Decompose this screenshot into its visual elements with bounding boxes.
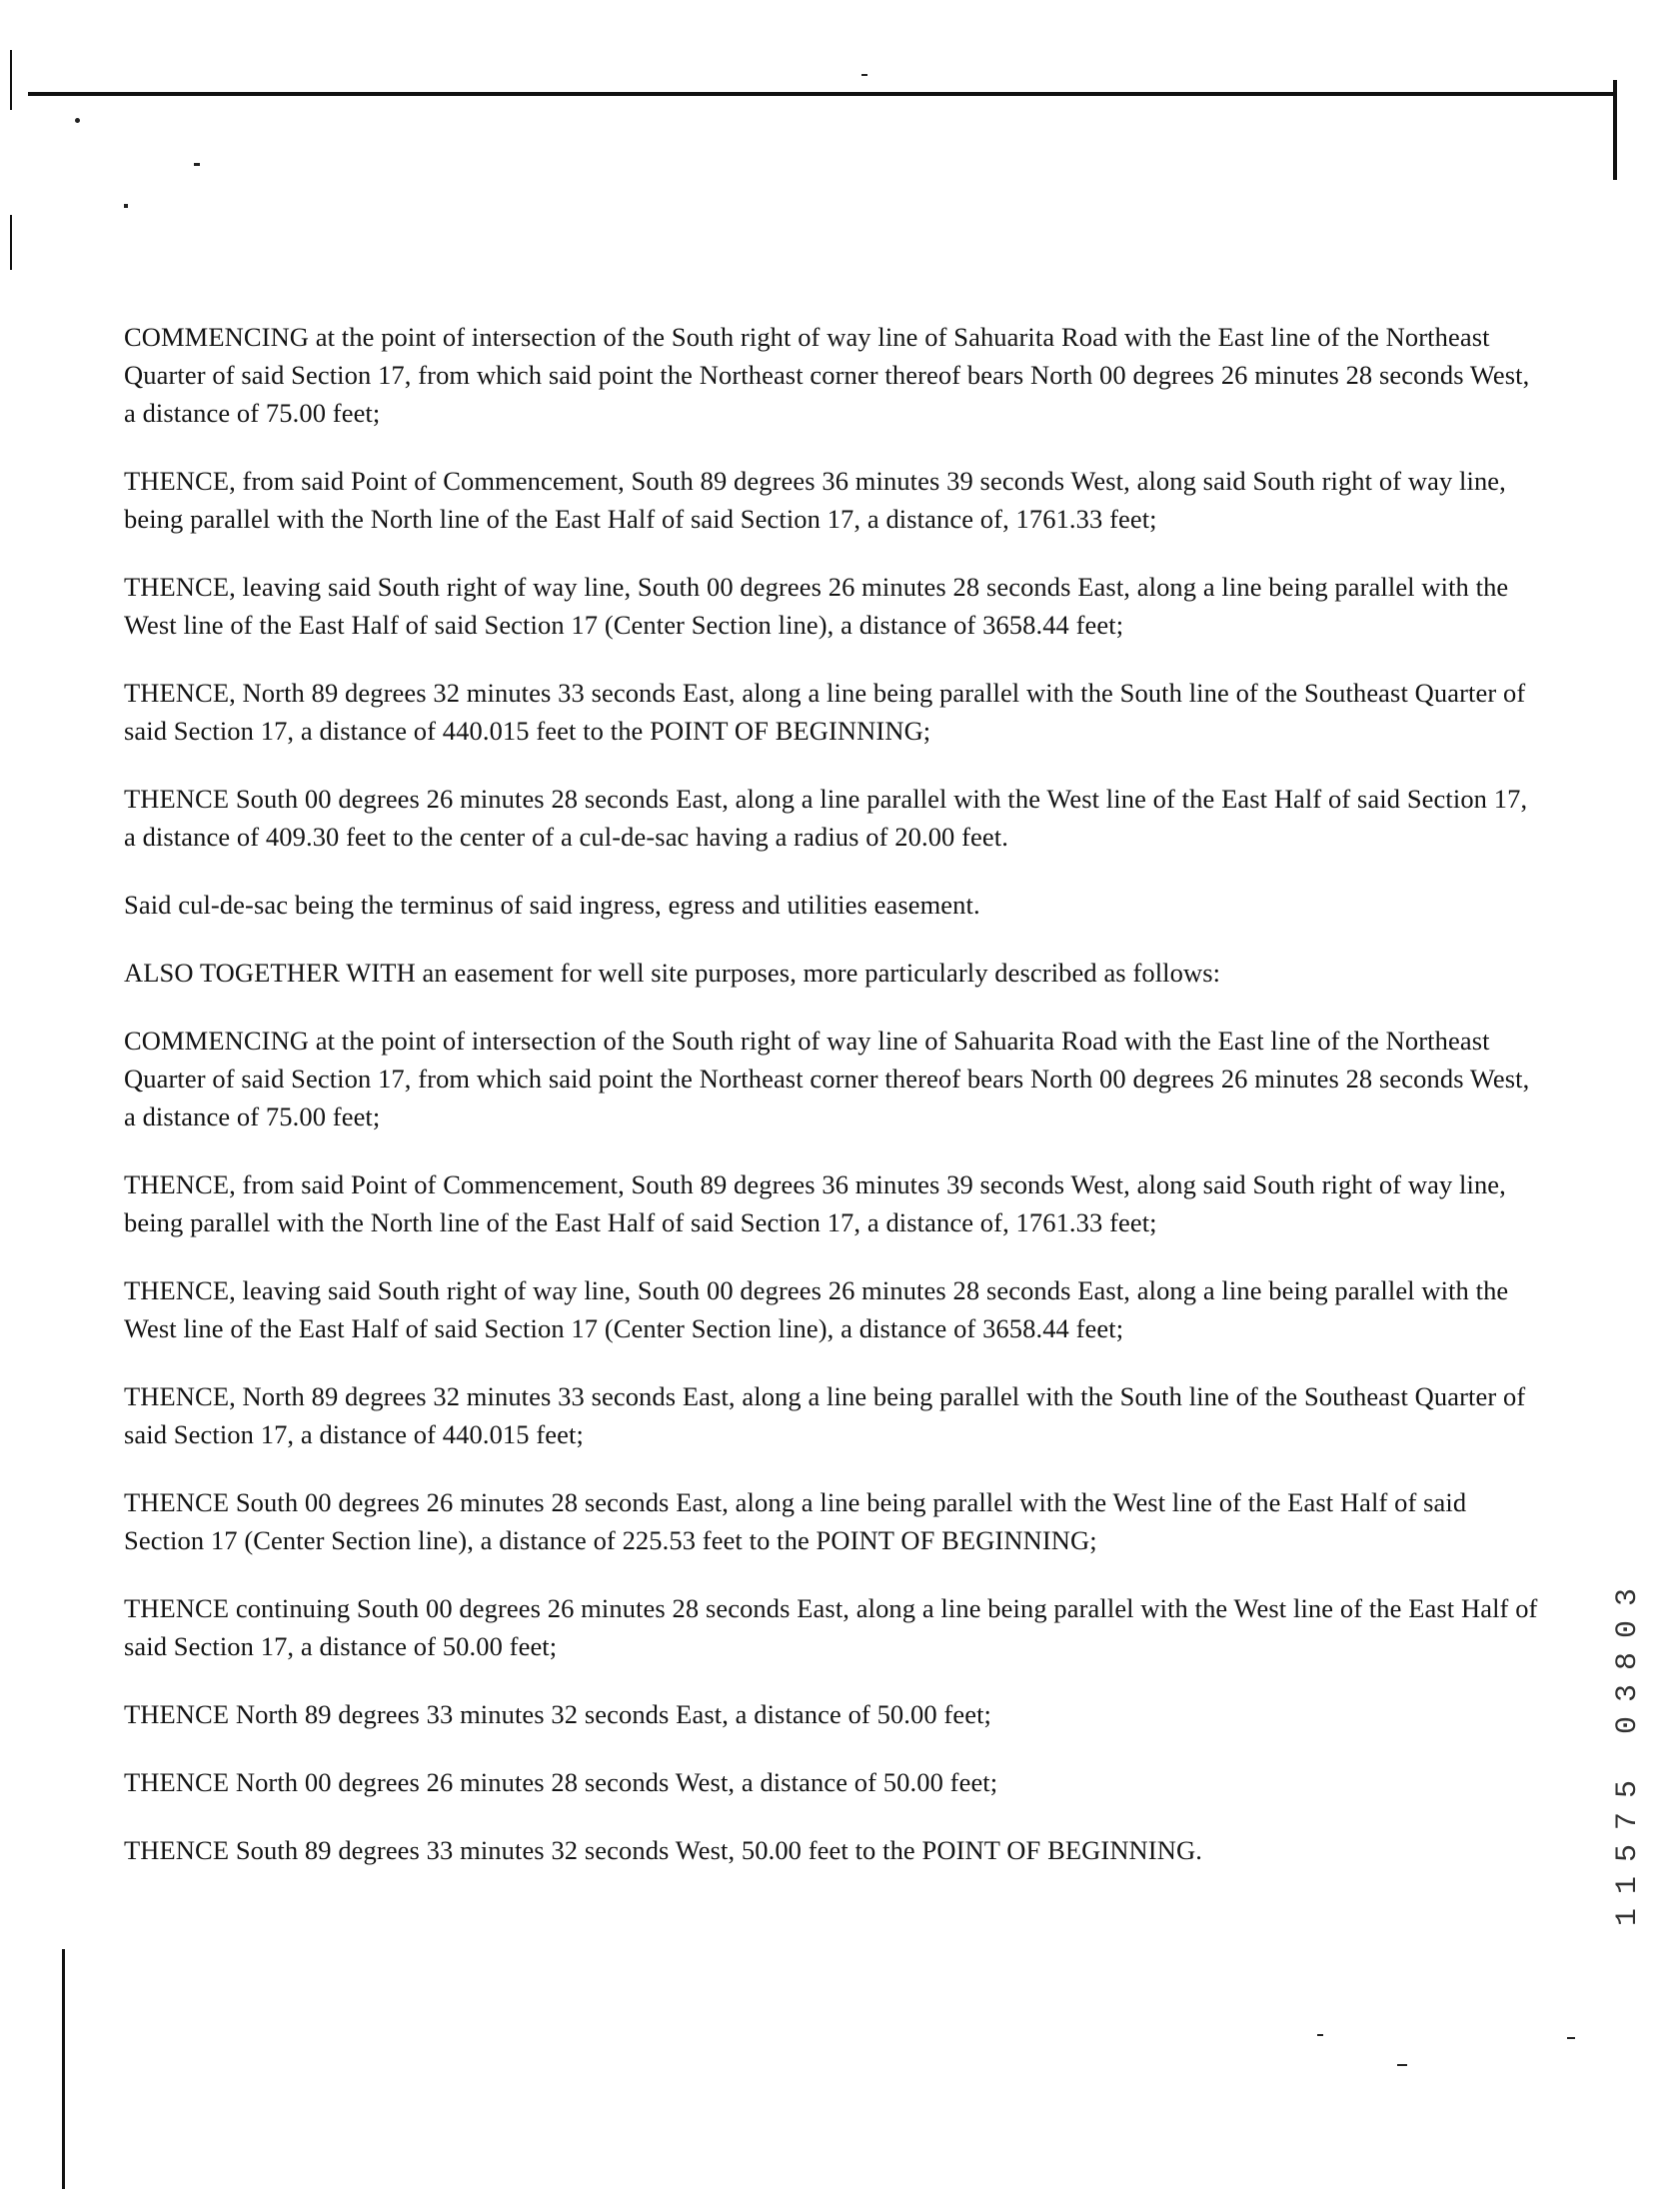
scan-right-border bbox=[1613, 80, 1617, 180]
scan-speck bbox=[1397, 2064, 1407, 2066]
docket-stamp: 11575 03803 bbox=[1611, 1574, 1645, 1927]
legal-description-paragraph: THENCE South 89 degrees 33 minutes 32 seconds West, 50.00 feet to the POINT OF BEGINNING. bbox=[124, 1835, 1202, 1865]
scan-left-border-top bbox=[10, 50, 12, 110]
legal-description-paragraph: THENCE South 00 degrees 26 minutes 28 seconds East, along a line parallel with the West line of the East Half of said Section 17, a distance of 409.30 feet to the center of a cul-de-sac having a radius of 20.00 feet. bbox=[124, 784, 1528, 852]
scan-speck bbox=[1317, 2034, 1323, 2036]
legal-description-paragraph: THENCE, from said Point of Commencement, South 89 degrees 36 minutes 39 seconds West, along said South right of way line, being parallel with the North line of the East Half of said Section 17, a distance of, 1761.33 feet; bbox=[124, 1169, 1506, 1237]
scan-top-border bbox=[28, 92, 1617, 96]
scan-left-border-bottom bbox=[62, 1949, 65, 2189]
scan-speck bbox=[194, 163, 200, 166]
document-body bbox=[124, 318, 1543, 1899]
legal-description-paragraph: THENCE, from said Point of Commencement, South 89 degrees 36 minutes 39 seconds West, along said South right of way line, being parallel with the North line of the East Half of said Section 17, a distance of, 1761.33 feet; bbox=[124, 466, 1506, 534]
legal-description-paragraph: THENCE, leaving said South right of way line, South 00 degrees 26 minutes 28 seconds East, along a line being parallel with the West line of the East Half of said Section 17 (Center Section line), a distance of 3658.44 feet; bbox=[124, 572, 1509, 640]
legal-description-paragraph: COMMENCING at the point of intersection of the South right of way line of Sahuarita Road with the East line of the Northeast Quarter of said Section 17, from which said point the Northeast corner thereof bears North 00 degrees 26 minutes 28 seconds West, a distance of 75.00 feet; bbox=[124, 1026, 1530, 1131]
legal-description-paragraph: THENCE, North 89 degrees 32 minutes 33 seconds East, along a line being parallel with the South line of the Southeast Quarter of said Section 17, a distance of 440.015 feet; bbox=[124, 1381, 1526, 1449]
scan-speck bbox=[861, 74, 867, 76]
legal-description-paragraph: THENCE North 89 degrees 33 minutes 32 seconds East, a distance of 50.00 feet; bbox=[124, 1699, 992, 1729]
scan-speck bbox=[124, 204, 128, 208]
scan-left-tick bbox=[10, 215, 12, 270]
legal-description-paragraph: THENCE South 00 degrees 26 minutes 28 seconds East, along a line being parallel with the West line of the East Half of said Section 17 (Center Section line), a distance of 225.53 feet to the POINT OF BEGINNING; bbox=[124, 1487, 1467, 1555]
legal-description-paragraph: THENCE continuing South 00 degrees 26 minutes 28 seconds East, along a line being parallel with the West line of the East Half of said Section 17, a distance of 50.00 feet; bbox=[124, 1593, 1538, 1661]
legal-description-paragraph: Said cul-de-sac being the terminus of said ingress, egress and utilities easement. bbox=[124, 890, 980, 920]
scan-speck bbox=[1567, 2037, 1575, 2039]
legal-description-paragraph: COMMENCING at the point of intersection of the South right of way line of Sahuarita Road with the East line of the Northeast Quarter of said Section 17, from which said point the Northeast corner thereof bears North 00 degrees 26 minutes 28 seconds West, a distance of 75.00 feet; bbox=[124, 322, 1530, 428]
legal-description-paragraph: THENCE, leaving said South right of way line, South 00 degrees 26 minutes 28 seconds East, along a line being parallel with the West line of the East Half of said Section 17 (Center Section line), a distance of 3658.44 feet; bbox=[124, 1275, 1509, 1343]
legal-description-paragraph: ALSO TOGETHER WITH an easement for well site purposes, more particularly described as follows: bbox=[124, 958, 1221, 988]
legal-description-paragraph: THENCE North 00 degrees 26 minutes 28 seconds West, a distance of 50.00 feet; bbox=[124, 1767, 998, 1797]
scan-speck bbox=[75, 118, 80, 123]
legal-description-paragraph: THENCE, North 89 degrees 32 minutes 33 seconds East, along a line being parallel with the South line of the Southeast Quarter of said Section 17, a distance of 440.015 feet to the POINT OF BEGINNING; bbox=[124, 678, 1526, 746]
